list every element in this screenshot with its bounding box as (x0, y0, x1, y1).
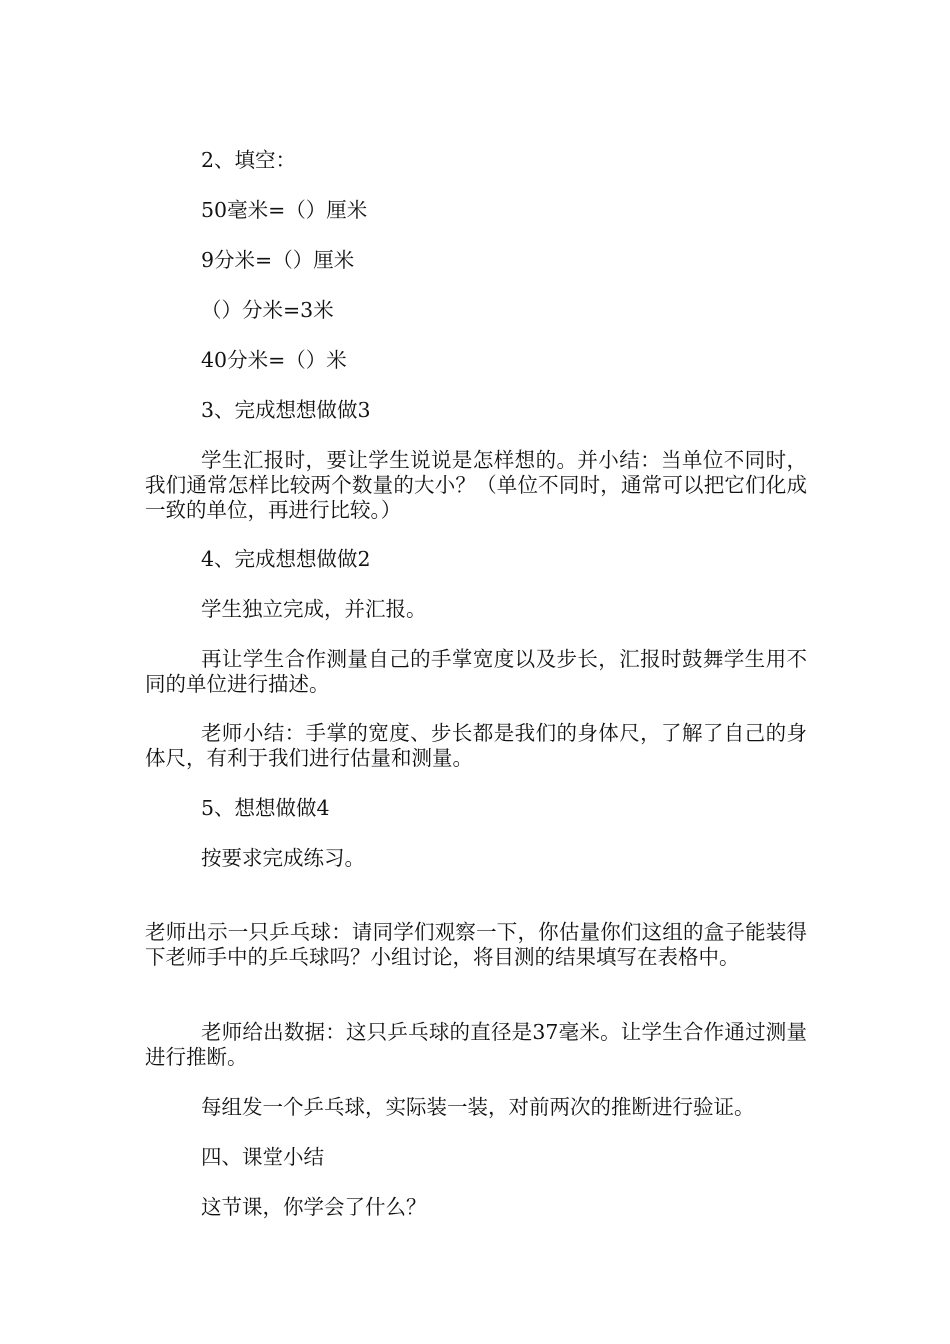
paragraph-fill-blank-heading: 2、填空： (201, 148, 297, 172)
paragraph-exercise-4: 40分米=（）米 (201, 348, 347, 372)
paragraph-section-4: 4、完成想想做做2 (201, 547, 371, 571)
paragraph-exercise-2: 9分米=（）厘米 (201, 248, 355, 272)
paragraph-section-3: 3、完成想想做做3 (201, 398, 371, 422)
paragraph-measure-hand: 再让学生合作测量自己的手掌宽度以及步长，汇报时鼓舞学生用不同的单位进行描述。 (145, 647, 807, 696)
paragraph-complete-exercise: 按要求完成练习。 (201, 846, 365, 870)
paragraph-teacher-summary: 老师小结：手掌的宽度、步长都是我们的身体尺，了解了自己的身体尺，有利于我们进行估量和测量。 (145, 721, 807, 770)
paragraph-class-summary-heading: 四、课堂小结 (201, 1145, 324, 1169)
paragraph-independent: 学生独立完成，并汇报。 (201, 597, 427, 621)
paragraph-ping-pong-intro: 老师出示一只乒乓球：请同学们观察一下，你估量你们这组的盒子能装得下老师手中的乒乓球吗？小组讨论，将目测的结果填写在表格中。 (145, 920, 807, 969)
paragraph-question: 这节课，你学会了什么？ (201, 1195, 427, 1219)
paragraph-verify: 每组发一个乒乓球，实际装一装，对前两次的推断进行验证。 (201, 1095, 755, 1119)
paragraph-diameter-data: 老师给出数据：这只乒乓球的直径是37毫米。让学生合作通过测量进行推断。 (145, 1020, 807, 1069)
paragraph-exercise-1: 50毫米=（）厘米 (201, 198, 368, 222)
paragraph-exercise-3: （）分米=3米 (201, 298, 334, 322)
paragraph-section-5: 5、想想做做4 (201, 796, 330, 820)
paragraph-report-summary: 学生汇报时，要让学生说说是怎样想的。并小结：当单位不同时，我们通常怎样比较两个数量的大小？（单位不同时，通常可以把它们化成一致的单位，再进行比较。） (145, 448, 807, 522)
